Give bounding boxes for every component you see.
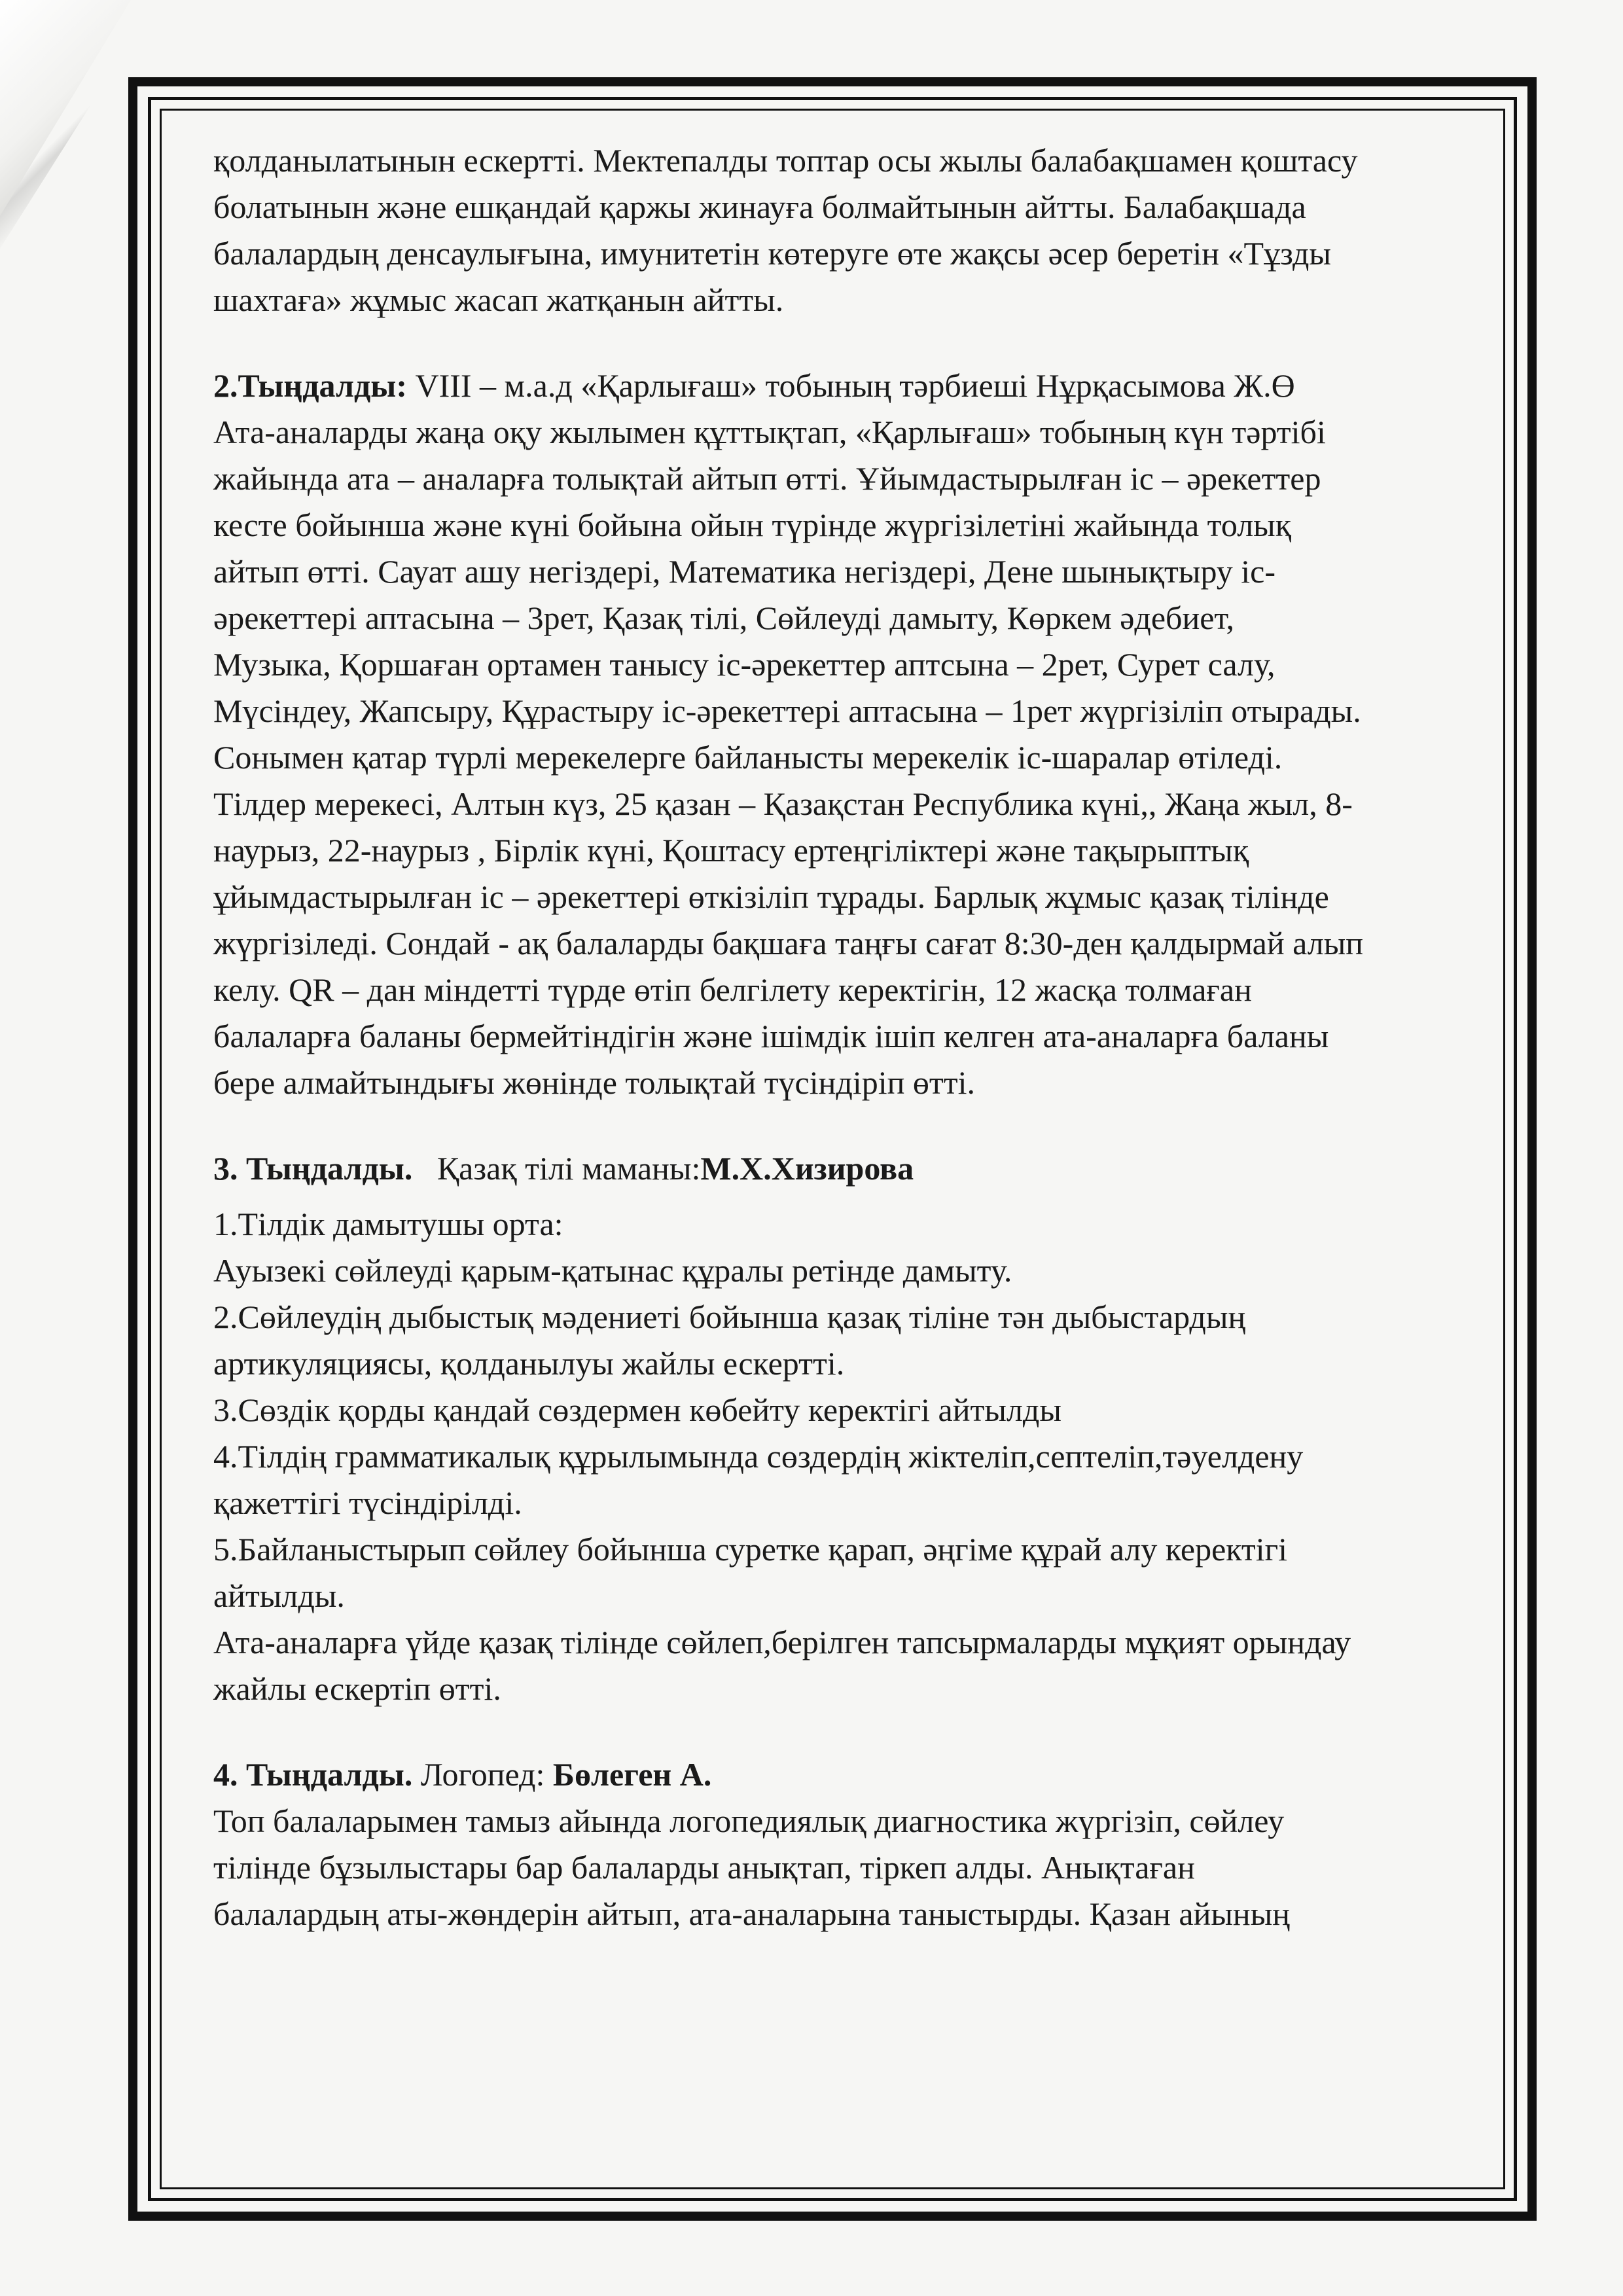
text-line: жайында ата – аналарға толықтай айтып өтті. Ұйымдастырылған іс – әрекеттер — [213, 460, 1321, 497]
section-3-speaker-role: Қазақ тілі маманы: — [412, 1150, 701, 1187]
text-line: Тілдер мерекесі, Алтын күз, 25 қазан – Қазақстан Республика күні,, Жаңа жыл, 8- — [213, 785, 1353, 822]
text-line: келу. QR – дан міндетті түрде өтіп белгілету керектігін, 12 жасқа толмаған — [213, 971, 1252, 1008]
text-line: Топ балаларымен тамыз айында логопедиялық диагностика жүргізіп, сөйлеу — [213, 1803, 1285, 1839]
text-line: наурыз, 22-наурыз , Бірлік күні, Қоштасу ертеңгіліктері және тақырыптық — [213, 832, 1249, 869]
text-line: 2.Сөйлеудің дыбыстық мәдениеті бойынша қазақ тіліне тән дыбыстардың — [213, 1299, 1246, 1335]
text-line: жүргізіледі. Сондай - ақ балаларды бақшаға таңғы сағат 8:30-ден қалдырмай алып — [213, 925, 1364, 961]
section-2 — [213, 363, 1496, 1106]
text-line: тілінде бұзылыстары бар балаларды анықтап, тіркеп алды. Анықтаған — [213, 1849, 1195, 1886]
section-4-header-line — [213, 1751, 1496, 1798]
text-line: балалардың денсаулығына, имунитетін көтеруге өте жақсы әсер беретін «Тұзды — [213, 235, 1331, 272]
section-3-heading: 3. Тыңдалды. — [213, 1150, 413, 1187]
page-curl — [0, 0, 131, 216]
text-line: қолданылатынын ескертті. Мектепалды топтар осы жылы балабақшамен қоштасу — [213, 142, 1358, 179]
text-line: балаларға баланы бермейтіндігін және ішімдік ішіп келген ата-аналарға баланы — [213, 1018, 1329, 1054]
text-line: бере алмайтындығы жөнінде толықтай түсіндіріп өтті. — [213, 1064, 975, 1101]
intro-paragraph — [213, 137, 1496, 323]
text-line: 1.Тілдік дамытушы орта: — [213, 1206, 563, 1242]
text-line: Ата-аналарға үйде қазақ тілінде сөйлеп,берілген тапсырмаларды мұқият орындау — [213, 1624, 1351, 1660]
section-3-speaker-name: М.Х.Хизирова — [700, 1150, 914, 1187]
text-line: жайлы ескертіп өтті. — [213, 1670, 501, 1707]
text-line: артикуляциясы, қолданылуы жайлы ескертті. — [213, 1345, 845, 1382]
text-line: 4.Тілдің грамматикалық құрылымында сөздердің жіктеліп,септеліп,тәуелдену — [213, 1438, 1304, 1475]
text-line: 3.Сөздік қорды қандай сөздермен көбейту керектігі айтылды — [213, 1391, 1061, 1428]
document-body — [213, 137, 1496, 1937]
section-2-header-line — [213, 363, 1496, 409]
text-line: әрекеттері аптасына – 3рет, Қазақ тілі, Сөйлеуді дамыту, Көркем әдебиет, — [213, 600, 1235, 636]
text-line: кесте бойынша және күні бойына ойын түрінде жүргізілетіні жайында толық — [213, 507, 1292, 543]
section-2-speaker: VIII – м.а.д «Қарлығаш» тобының тәрбиеші Нұрқасымова Ж.Ө — [406, 367, 1295, 404]
text-line: болатынын және ешқандай қаржы жинауға болмайтынын айтты. Балабақшада — [213, 188, 1306, 225]
section-3-header-line — [213, 1145, 1496, 1192]
section-4-heading: 4. Тыңдалды. — [213, 1756, 413, 1793]
text-line: айтылды. — [213, 1577, 345, 1614]
text-line: шахтаға» жұмыс жасап жатқанын айтты. — [213, 281, 784, 318]
text-line: Музыка, Қоршаған ортамен танысу іс-әрекеттер аптсына – 2рет, Сурет салу, — [213, 646, 1275, 683]
section-4 — [213, 1751, 1496, 1937]
text-line: Мүсіндеу, Жапсыру, Құрастыру іс-әрекеттері аптасына – 1рет жүргізіліп отырады. — [213, 692, 1361, 729]
text-line: балалардың аты-жөндерін айтып, ата-аналарына таныстырды. Қазан айының — [213, 1895, 1291, 1932]
text-line: қажеттігі түсіндірілді. — [213, 1484, 522, 1521]
section-3 — [213, 1145, 1496, 1712]
text-line: Ата-аналарды жаңа оқу жылымен құттықтап, «Қарлығаш» тобының күн тәртібі — [213, 414, 1326, 450]
text-line: айтып өтті. Сауат ашу негіздері, Математика негіздері, Дене шынықтыру іс- — [213, 553, 1276, 590]
section-4-speaker-name: Бөлеген А. — [552, 1756, 712, 1793]
text-line: Сонымен қатар түрлі мерекелерге байланысты мерекелік іс-шаралар өтіледі. — [213, 739, 1283, 776]
text-line: 5.Байланыстырып сөйлеу бойынша суретке қарап, әңгіме құрай алу керектігі — [213, 1531, 1288, 1568]
text-line: Ауызекі сөйлеуді қарым-қатынас құралы ретінде дамыту. — [213, 1252, 1012, 1289]
text-line: ұйымдастырылған іс – әрекеттері өткізіліп тұрады. Барлық жұмыс қазақ тілінде — [213, 878, 1329, 915]
section-4-speaker-role: Логопед: — [412, 1756, 553, 1793]
section-2-heading: 2.Тыңдалды: — [213, 367, 407, 404]
